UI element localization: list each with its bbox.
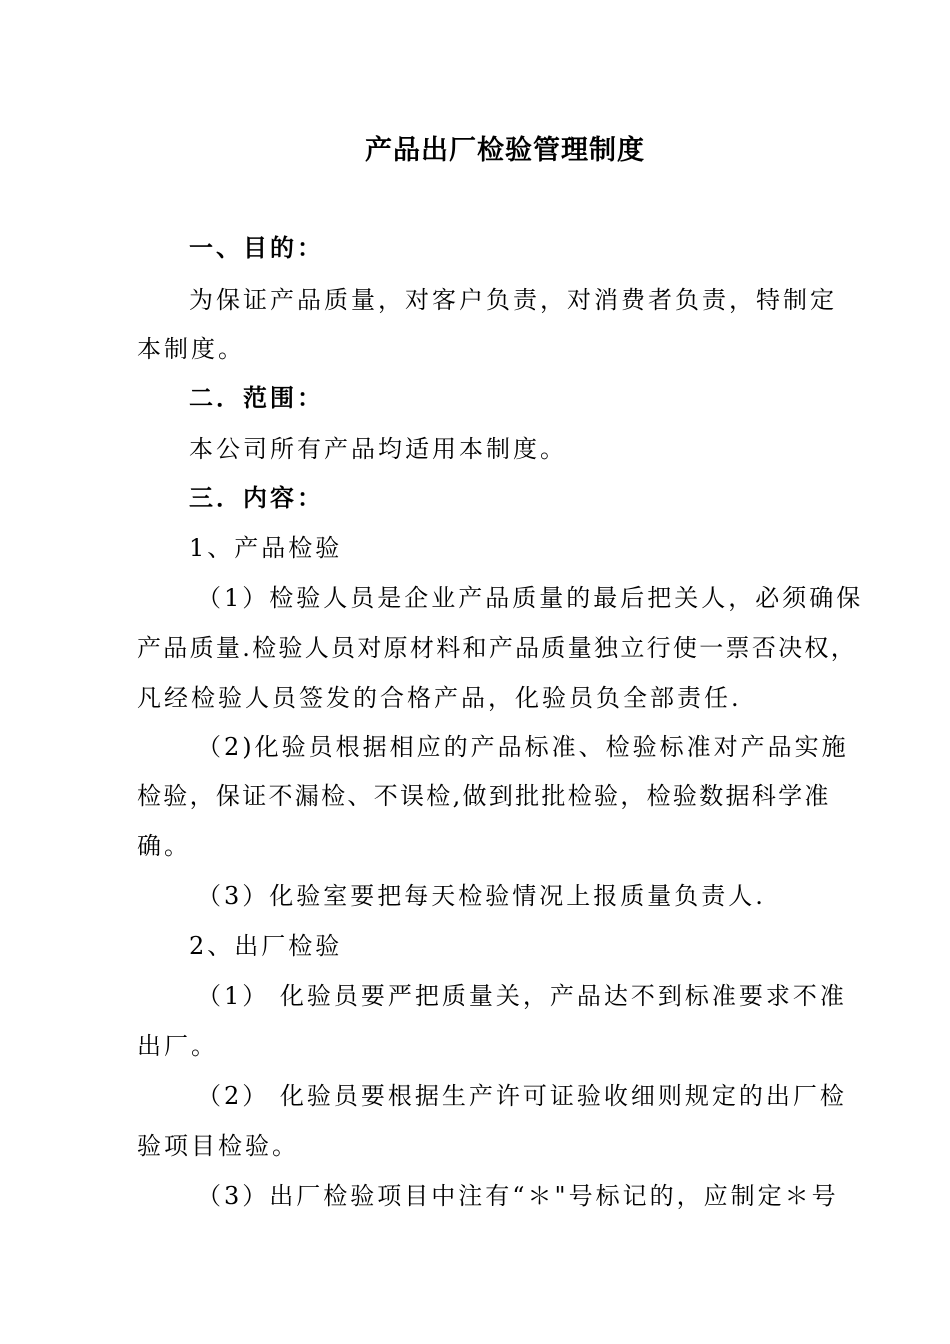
section-heading-scope: 二．范围： xyxy=(189,383,324,412)
paragraph-line: 确。 xyxy=(137,832,191,860)
paragraph-line: 产品质量.检验人员对原材料和产品质量独立行使一票否决权， xyxy=(137,634,858,662)
section-heading-content: 三．内容： xyxy=(189,483,324,512)
paragraph-line: （3）化验室要把每天检验情况上报质量负责人. xyxy=(197,882,766,910)
paragraph-line: （1）检验人员是企业产品质量的最后把关人，必须确保 xyxy=(197,584,864,612)
paragraph-line: 验项目检验。 xyxy=(137,1132,299,1160)
paragraph-line: 出厂。 xyxy=(137,1032,218,1060)
section-heading-purpose: 一、目的： xyxy=(189,233,324,262)
document-title: 产品出厂检验管理制度 xyxy=(365,135,645,166)
paragraph-line: 本制度。 xyxy=(137,335,245,363)
paragraph-line: （2)化验员根据相应的产品标准、检验标准对产品实施 xyxy=(197,733,849,761)
paragraph-line: 检验，保证不漏检、不误检,做到批批检验，检验数据科学准 xyxy=(137,782,831,810)
paragraph-line: 本公司所有产品均适用本制度。 xyxy=(189,435,567,463)
paragraph-line: （3）出厂检验项目中注有“＊"号标记的，应制定＊号 xyxy=(197,1182,839,1210)
paragraph-line: 凡经检验人员签发的合格产品，化验员负全部责任. xyxy=(137,684,742,712)
paragraph-line: （2） 化验员要根据生产许可证验收细则规定的出厂检 xyxy=(197,1082,847,1110)
subsection-heading: 1、产品检验 xyxy=(189,534,343,562)
paragraph-line: 为保证产品质量，对客户负责，对消费者负责，特制定 xyxy=(189,286,837,314)
paragraph-line: （1） 化验员要严把质量关，产品达不到标准要求不准 xyxy=(197,982,847,1010)
subsection-heading: 2、出厂检验 xyxy=(189,932,343,960)
